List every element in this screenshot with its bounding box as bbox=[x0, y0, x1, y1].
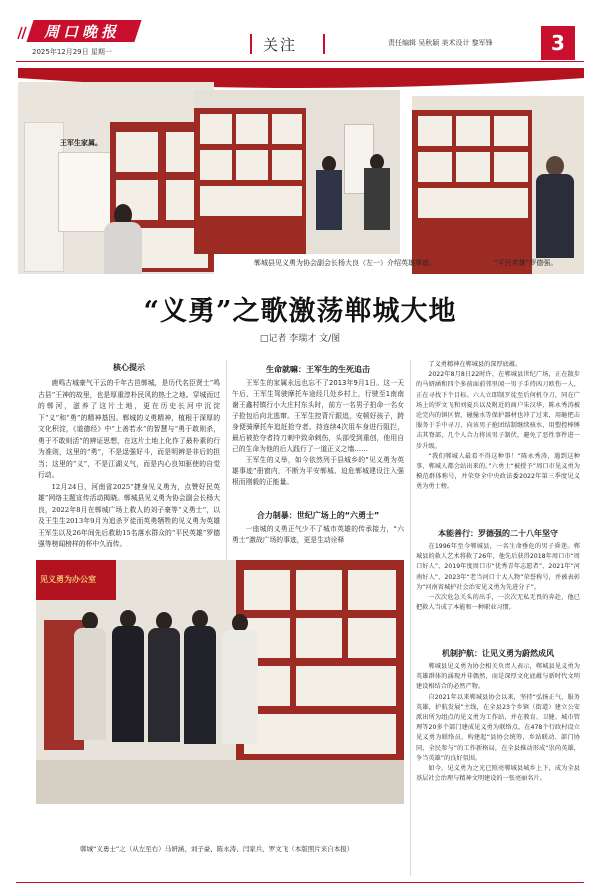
luo-wenfei-figure bbox=[222, 630, 258, 744]
body-paragraph: 一座城的义勇正气少不了城市英雄的传承接力，“六勇士”激战广场的事迹，更是生动诠释 bbox=[232, 525, 404, 544]
top-photo-strip bbox=[18, 68, 584, 274]
photo-hero-luo bbox=[412, 96, 584, 274]
page-number: 3 bbox=[541, 26, 575, 60]
intro-label: 核心提示 bbox=[113, 363, 145, 372]
photo-family-visit bbox=[18, 82, 214, 274]
right-photo-caption: “平民英雄”罗德强。 bbox=[494, 259, 558, 267]
group-photo-caption: 郸城“义勇士”之（从左至右）马妍涵、刘子豪、陈永涛、闫家兵、罗文飞（本版照片来自本报） bbox=[80, 845, 354, 853]
woman-figure bbox=[104, 222, 142, 274]
subhead-wang-junsheng: 生命就嘛：王军生的生死追击 bbox=[266, 365, 370, 374]
subhead-mechanism: 机制护航：让见义勇为蔚然成风 bbox=[442, 649, 554, 658]
inset-caption: 王军生家属。 bbox=[60, 139, 102, 147]
section-divider-left bbox=[250, 34, 252, 54]
intro-paragraph: 12月24日，河南省2025“捷身见义勇为，点赞好民英雄”网络主题宣传活动揭晓。郸城县见义勇为协会副会长杨大良，2022年8月在郸城广场上救人的刘子豪等“义勇士”，以及王生生2013年9月为追杀歹徒而英勇牺牲的见义勇为英雄王军生以及26年间先后救助15名落水群众的“平民英雄”罗德强等榜闻榜样的杯中久而传。 bbox=[38, 482, 220, 548]
liu-zihao-figure bbox=[112, 626, 144, 742]
photo-group-heroes bbox=[36, 560, 404, 804]
display-board bbox=[58, 152, 118, 232]
article-title: “义勇”之歌激荡郸城大地 bbox=[143, 296, 457, 327]
newspaper-logo[interactable]: 周口晚报 bbox=[44, 23, 121, 41]
body-paragraph: 了义勇精神在郸城县的深厚底蕴。 bbox=[428, 361, 522, 368]
subhead-luo-deqiang: 本能善行：罗德强的二十八年坚守 bbox=[438, 529, 558, 538]
article-byline: □记者 李瑞才 文/图 bbox=[259, 334, 341, 344]
body-paragraph: 一次次危急关头的出手，一次次无私无畏的奔赴，他已把救人当成了本能和一种职业习惯。 bbox=[416, 594, 580, 612]
top-photo-caption: 郸城县见义勇为协会副会长杨大良（左一）介绍英雄事迹。 bbox=[254, 259, 436, 267]
visitor-figure bbox=[364, 168, 390, 230]
red-banner-sign: 见义勇为办公室 bbox=[36, 560, 116, 600]
body-paragraph: 在1996年至今郸城县，一名生命垂危的男子昏迷。郸城县的救人艺术将救了26年，他先后获得2018年周口市“周口好人”、2019年度周口市“优秀青年志愿者”、2021年“河南好人”、2023年“老当河口十大人物”荣誉称号，并被表彰为“河南省城护社会治安见义勇为先进分子”。 bbox=[416, 543, 580, 591]
column-2b-text bbox=[232, 524, 404, 546]
yan-jiabing-figure bbox=[184, 626, 216, 744]
intro-summary bbox=[38, 378, 220, 551]
body-paragraph: 如今，见义勇为之光已照亮郸城县城乡上下，成为全县基层社会治理与精神文明建设的一张亮丽名片。 bbox=[416, 765, 580, 783]
issue-date: 2025年12月29日 星期一 bbox=[32, 48, 112, 56]
column-3b-text bbox=[416, 542, 580, 613]
ma-yanhan-figure bbox=[74, 628, 106, 740]
subhead-six-warriors: 合力制暴：世纪广场上的“六勇士” bbox=[256, 511, 380, 520]
photo-association-visit bbox=[194, 90, 400, 254]
section-divider-right bbox=[323, 34, 325, 54]
footer-rule bbox=[16, 882, 584, 883]
body-paragraph: 王军生的家属永远也忘不了2013年9月1日。这一天午后，王军生驾驶摩托车途经几处乡村上，行驶至1南南谢王鑫村镇行小大庄村东头时，前方一名男子拍命一名女子抢包后向北逃窜。王军生控背斤跟追，安顿好孩子，跨身便骑摩托车追赶抢夺者。持连续4次用车身进行阻拦，最后被抢夺者持刀刺中致命刺伤，头部受到重创，他用自己的生命为他的后人践行了一道正义之墙…… bbox=[232, 379, 404, 453]
section-title: 关注 bbox=[263, 36, 298, 54]
body-paragraph: 2022年8月8日22时许，在郸城县世纪广场，正在散步的马妍涵和四个多前面前邻里闻一男子手持凶刀欧伤一人，正在寻找下个目标。六人立即制歹徒至后何机夺刀，同在广场上的罗文飞和刘夏兵以及附近的商户朱汉华、陈永秀涛被沦完内的镇区情，碰撞水等保护器材也冲了过来，用砸把击服务于手中寻刀，向该男子抢团结制继续核水，用塑控棒锤击其脊部，几个人合力将该男子制伏，避免了恶性事件进一步升级。 bbox=[416, 371, 580, 450]
body-paragraph: 郸城县见义勇为协会相关负责人表示，郸城县见义勇为英雄群体的涌现并非偶然，而是深厚文化底蕴与新时代文明建设相结合的必然产物。 bbox=[416, 663, 580, 691]
floor bbox=[36, 760, 404, 804]
column-3-text bbox=[416, 360, 580, 493]
column-3c-text bbox=[416, 662, 580, 784]
vice-president-figure bbox=[316, 170, 342, 230]
body-paragraph: “我们郸城人最看不得这种事！”陈永秀涛，遇到这种事，郸城人都会站出来的。”六勇士“被授予”周口市见义勇为模范群体称号，并荣登全中央政法委2022年第三季度见义勇为勇士榜。 bbox=[416, 452, 580, 491]
editor-credits: 责任编辑 吴秋颖 美术设计 黎军锋 bbox=[388, 39, 493, 47]
body-paragraph: 自2021年以来郸城县协会以来，坚持“弘扬正气、服务英雄，护航发展”主线，在全县23个乡镇（街道）建立公安派出所为组点的见义勇为工作站，并在教育、卫健、城市管理等20多个部门建成见义勇为联络点，在478个行政村设立见义勇为联络员，构建起“县协会统筹，乡站联动、部门协同，全民参与”的工作新格局，在全县推动形成“崇尚英雄，争当英雄”的良好氛围。 bbox=[416, 693, 580, 762]
body-paragraph: 王军生的义举，如今依然列于县城乡的“见义勇为英雄事迹”册窗内，不断为平安郸城、迫危郸城建设注入强根而刚毅的正能量。 bbox=[232, 456, 404, 486]
luo-deqiang-figure bbox=[536, 174, 574, 258]
column-2-text bbox=[232, 378, 404, 488]
chen-yongtao-figure bbox=[148, 628, 180, 742]
masthead bbox=[0, 0, 600, 62]
intro-paragraph: 鹿鸣古城豪气干云的千年古邑郸城，是历代名臣贤士“鸣古县”王神的故里，也是厚重淳朴民风的热土之地。穿城而过的郸河，滋养了这片土地，更在历史长河中沉淀下“义”和“勇”的精神基因。郸城的义勇精神，植根于深厚的文化积淀，《道德经》中“上善若水”的智慧与“勇于敢则杀，勇于不敢则活”的辨证思想，在这片土地上化作了最朴素的行为准则，这里的“勇”，不是逞强好斗，而是明辨是非后的担当；这里的“义”，不是江湖义气，而是内心良知驱使的自觉行动。 bbox=[38, 379, 220, 479]
header-rule bbox=[16, 61, 584, 62]
